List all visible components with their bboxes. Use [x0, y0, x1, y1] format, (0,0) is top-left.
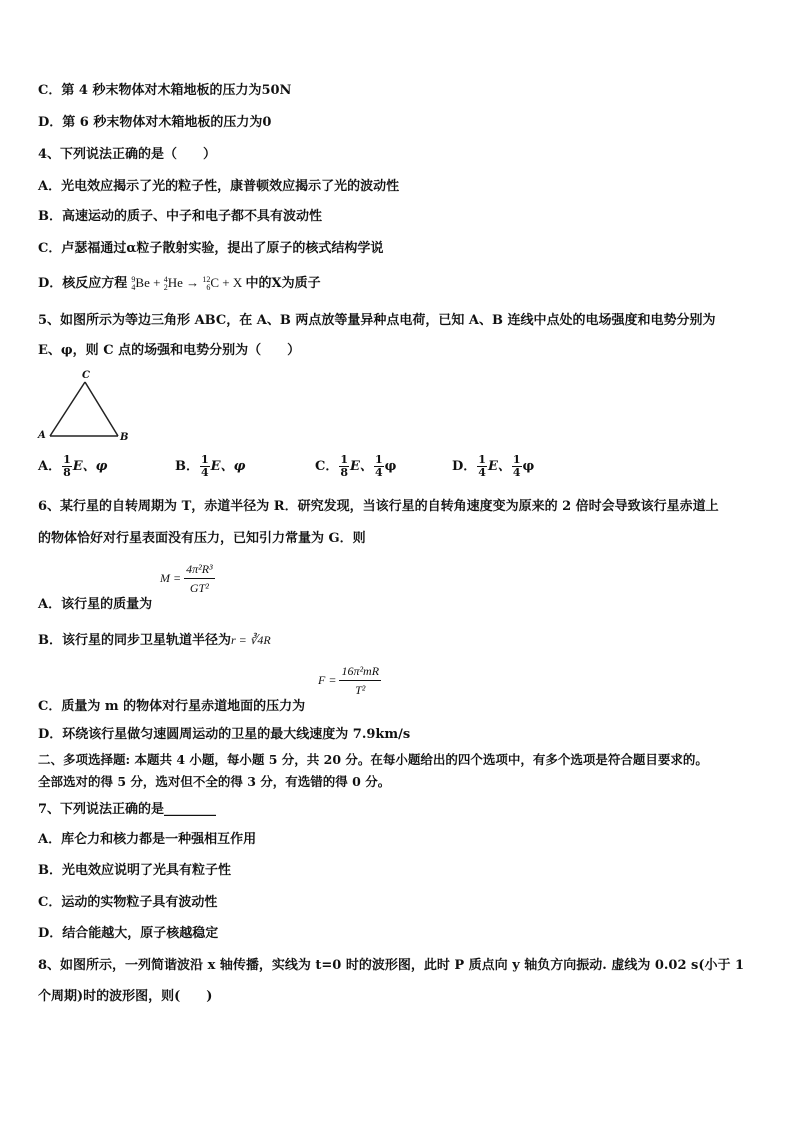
he-symbol: He → — [167, 275, 200, 290]
q5-stem-line1: 5、如图所示为等边三角形 ABC，在 A、B 两点放等量异种点电荷，已知 A、B 连线中点处的电场强度和电势分别为 — [38, 313, 716, 328]
q5-options-row — [38, 454, 598, 484]
q5-d-value: E、 — [487, 459, 511, 474]
q5-a-numerator: 1 — [63, 453, 71, 466]
q7-option-d: D．结合能越大，原子核越稳定 — [38, 926, 219, 941]
q5-c-numerator: 1 — [340, 453, 349, 466]
q6-mass-denominator: GT² — [189, 581, 209, 595]
q5-c-numerator-2: 1 — [374, 453, 383, 466]
q6-force-formula — [318, 662, 381, 699]
q4-option-d — [38, 274, 321, 293]
q3-option-c: C．第 4 秒末物体对木箱地板的压力为50N — [38, 83, 292, 98]
q6-stem-line2: 的物体恰好对行星表面没有压力，已知引力常量为 G．则 — [38, 531, 366, 546]
q5-a-denominator: 8 — [63, 466, 71, 479]
q6-force-denominator: T² — [355, 683, 366, 697]
q4-stem: 4、下列说法正确的是（ ） — [38, 147, 217, 162]
q4-option-d-prefix: D．核反应方程 — [38, 276, 128, 291]
be-mass-number: 9 — [131, 275, 136, 285]
section-2-header-line2: 全部选对的得 5 分，选对但不全的得 3 分，有选错的得 0 分。 — [38, 774, 391, 789]
q5-d-denominator-2: 4 — [512, 466, 521, 479]
q8-stem-line2: 个周期)时的波形图，则( ) — [38, 989, 213, 1004]
q5-stem-line2: E、φ，则 C 点的场强和电势分别为（ ） — [38, 343, 301, 358]
be-atomic-number: 4 — [131, 283, 136, 293]
c-symbol: C + X — [210, 275, 243, 290]
q5-c-value: E、 — [350, 459, 373, 474]
q6-option-a: A．该行星的质量为 — [38, 597, 153, 612]
q4-option-b: B．高速运动的质子、中子和电子都不具有波动性 — [38, 209, 322, 224]
q5-option-b-letter: B． — [175, 459, 199, 474]
q6-mass-lhs: M = — [160, 571, 182, 585]
q7-stem: 7、下列说法正确的是________ — [38, 802, 217, 817]
q5-c-denominator-2: 4 — [374, 466, 383, 479]
q5-d-numerator: 1 — [478, 453, 486, 466]
q5-d-tail: φ — [522, 459, 535, 474]
q6-option-d: D．环绕该行星做匀速圆周运动的卫星的最大线速度为 7.9km/s — [38, 727, 411, 742]
q5-option-d-letter: D． — [452, 459, 477, 474]
q7-option-c: C．运动的实物粒子具有波动性 — [38, 895, 218, 910]
nuclear-equation — [131, 275, 245, 293]
c-mass-number: 12 — [202, 275, 211, 285]
q4-option-a: A．光电效应揭示了光的粒子性，康普顿效应揭示了光的波动性 — [38, 179, 400, 194]
q5-option-a — [38, 454, 107, 479]
q6-option-b-text: B．该行星的同步卫星轨道半径为 — [38, 633, 231, 648]
q5-b-denominator: 4 — [201, 466, 209, 479]
q7-option-a: A．库仑力和核力都是一种强相互作用 — [38, 832, 257, 847]
q8-stem-line1: 8、如图所示，一列简谐波沿 x 轴传播，实线为 t=0 时的波形图，此时 P 质点向 y 轴负方向振动. 虚线为 0.02 s(小于 1 — [38, 958, 745, 973]
q5-d-numerator-2: 1 — [512, 453, 521, 466]
q5-option-c-letter: C． — [315, 459, 339, 474]
q7-option-b: B．光电效应说明了光具有粒子性 — [38, 863, 231, 878]
q5-b-value: E、φ — [210, 459, 246, 474]
q5-option-d — [452, 454, 534, 479]
q6-force-numerator: 16π²mR — [339, 662, 381, 681]
q6-force-lhs: F = — [318, 673, 337, 687]
q6-option-c: C．质量为 m 的物体对行星赤道地面的压力为 — [38, 699, 306, 714]
be-symbol: Be + — [135, 275, 161, 290]
q3-option-d: D．第 6 秒末物体对木箱地板的压力为0 — [38, 115, 272, 130]
q6-orbit-radius-formula: r = ∛4R — [231, 633, 271, 647]
q6-option-b — [38, 631, 271, 650]
q6-mass-formula — [160, 560, 215, 597]
vertex-label-c: C — [82, 370, 90, 381]
q6-stem-line1: 6、某行星的自转周期为 T，赤道半径为 R．研究发现，当该行星的自转角速度变为原来的 2 倍时会导致该行星赤道上 — [38, 499, 719, 514]
q5-d-denominator: 4 — [478, 466, 486, 479]
q5-a-value: E、φ — [72, 459, 108, 474]
q5-option-a-letter: A． — [38, 459, 62, 474]
triangle-figure — [36, 370, 136, 448]
q5-option-c — [315, 454, 396, 479]
he-mass-number: 4 — [163, 275, 168, 285]
q5-b-numerator: 1 — [201, 453, 209, 466]
q4-option-d-suffix: 中的X为质子 — [245, 276, 321, 291]
q5-option-b — [175, 454, 245, 479]
q4-option-c: C．卢瑟福通过α粒子散射实验，提出了原子的核式结构学说 — [38, 241, 384, 256]
q5-c-denominator: 8 — [340, 466, 349, 479]
c-atomic-number: 6 — [206, 283, 211, 293]
vertex-label-b: B — [120, 432, 129, 443]
q5-c-tail: φ — [384, 459, 397, 474]
q6-mass-numerator: 4π²R³ — [184, 560, 215, 579]
section-2-header-line1: 二、多项选择题: 本题共 4 小题，每小题 5 分，共 20 分。在每小题给出的四个选项中，有多个选项是符合题目要求的。 — [38, 752, 708, 767]
vertex-label-a: A — [38, 430, 46, 441]
he-atomic-number: 2 — [163, 283, 168, 293]
